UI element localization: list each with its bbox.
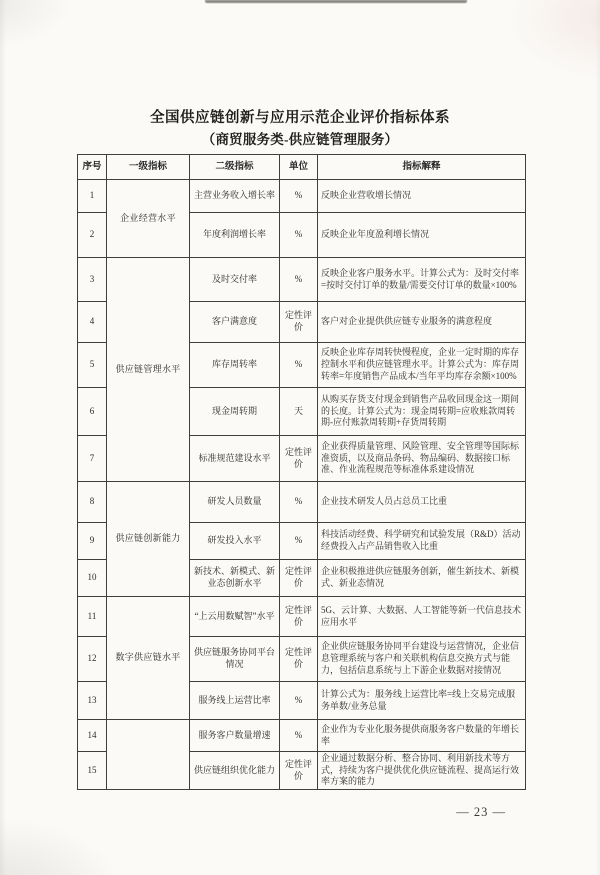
cell-explanation: 企业获得质量管理、风险管理、安全管理等国际标准资质，以及商品条码、物品编码、数据接口标准、作业流程规范等标准体系建设情况 [318,436,526,482]
cell-explanation: 反映企业营收增长情况 [318,180,526,213]
column-header: 单位 [280,155,318,180]
cell-explanation: 5G、云计算、大数据、人工智能等新一代信息技术应用水平 [318,597,526,637]
cell-explanation: 企业供应链服务协同平台建设与运营情况，企业信息管理系统与客户和关联机构信息交换方式与能力，包括信息系统与上下游企业数据对接情况 [318,637,526,682]
cell-first-level-indicator: 数字供应链水平 [107,597,190,720]
document-title: 全国供应链创新与应用示范企业评价指标体系 [150,110,450,126]
cell-second-level-indicator: 服务线上运营比率 [190,682,280,720]
cell-unit: % [280,180,318,213]
cell-first-level-indicator: 供应链创新能力 [107,482,190,597]
cell-second-level-indicator: 研发投入水平 [190,523,280,560]
cell-second-level-indicator: 客户满意度 [190,302,280,343]
indicator-table [77,154,526,790]
cell-second-level-indicator: 新技术、新模式、新业态创新水平 [190,560,280,597]
cell-row-number: 3 [78,258,107,302]
cell-unit: % [280,682,318,720]
cell-row-number: 8 [78,482,107,523]
cell-second-level-indicator: 及时交付率 [190,258,280,302]
table-row [78,597,526,637]
cell-explanation: 企业通过数据分析、整合协同、利用新技术等方式，持续为客户提供优化供应链流程、提高运行效率方案的能力 [318,752,526,790]
cell-second-level-indicator: 供应链组织优化能力 [190,752,280,790]
document-subtitle: （商贸服务类-供应链管理服务） [201,132,399,147]
cell-row-number: 10 [78,560,107,597]
cell-explanation: 企业作为专业化服务提供商服务客户数量的年增长率 [318,720,526,752]
column-header: 指标解释 [318,155,526,180]
cell-explanation: 企业积极推进供应链服务创新，催生新技术、新模式、新业态情况 [318,560,526,597]
cell-first-level-indicator [107,720,190,790]
cell-unit: 天 [280,388,318,436]
cell-unit: 定性评价 [280,302,318,343]
column-header: 序号 [78,155,107,180]
cell-first-level-indicator: 企业经营水平 [107,180,190,258]
cell-row-number: 9 [78,523,107,560]
column-header: 一级指标 [107,155,190,180]
cell-explanation: 科技活动经费、科学研究和试验发展（R&D）活动经费投入占产品销售收入比重 [318,523,526,560]
cell-second-level-indicator: 供应链服务协同平台情况 [190,637,280,682]
cell-unit: 定性评价 [280,637,318,682]
cell-explanation: 客户对企业提供供应链专业服务的满意程度 [318,302,526,343]
cell-row-number: 14 [78,720,107,752]
cell-explanation: 企业技术研发人员占总员工比重 [318,482,526,523]
cell-row-number: 6 [78,388,107,436]
cell-row-number: 4 [78,302,107,343]
cell-explanation: 反映企业客户服务水平。计算公式为：及时交付率=按时交付订单的数量/需要交付订单的数量×100% [318,258,526,302]
cell-unit: % [280,720,318,752]
cell-unit: 定性评价 [280,752,318,790]
cell-unit: 定性评价 [280,436,318,482]
table-row [78,482,526,523]
table-row [78,258,526,302]
cell-second-level-indicator: 服务客户数量增速 [190,720,280,752]
page-number: — 23 — [456,805,506,819]
cell-row-number: 2 [78,213,107,258]
table-row [78,720,526,752]
cell-unit: 定性评价 [280,597,318,637]
cell-row-number: 1 [78,180,107,213]
cell-second-level-indicator: 现金周转期 [190,388,280,436]
table-header-row [78,155,526,180]
cell-second-level-indicator: “上云用数赋智”水平 [190,597,280,637]
cell-second-level-indicator: 库存周转率 [190,343,280,388]
cell-row-number: 15 [78,752,107,790]
cell-explanation: 反映企业年度盈利增长情况 [318,213,526,258]
cell-second-level-indicator: 标准规范建设水平 [190,436,280,482]
cell-unit: 定性评价 [280,560,318,597]
cell-second-level-indicator: 年度利润增长率 [190,213,280,258]
cell-second-level-indicator: 研发人员数量 [190,482,280,523]
table-body [78,180,526,790]
cell-explanation: 计算公式为：服务线上运营比率=线上交易完成服务单数/业务总量 [318,682,526,720]
cell-row-number: 7 [78,436,107,482]
cell-first-level-indicator: 供应链管理水平 [107,258,190,482]
cell-explanation: 从购买存货支付现金到销售产品收回现金这一期间的长度。计算公式为：现金周转期=应收账款周转期-应付账款周转期+存货周转期 [318,388,526,436]
table-row [78,180,526,213]
cell-row-number: 11 [78,597,107,637]
cell-explanation: 反映企业库存周转快慢程度，企业一定时期的库存控制水平和供应链管理水平。计算公式为：库存周转率=年度销售产品成本/当年平均库存余额×100% [318,343,526,388]
cell-row-number: 13 [78,682,107,720]
column-header: 二级指标 [190,155,280,180]
cell-unit: % [280,343,318,388]
cell-unit: % [280,213,318,258]
cell-row-number: 5 [78,343,107,388]
cell-second-level-indicator: 主营业务收入增长率 [190,180,280,213]
cell-unit: % [280,258,318,302]
cell-unit: % [280,482,318,523]
cell-row-number: 12 [78,637,107,682]
cell-unit: % [280,523,318,560]
